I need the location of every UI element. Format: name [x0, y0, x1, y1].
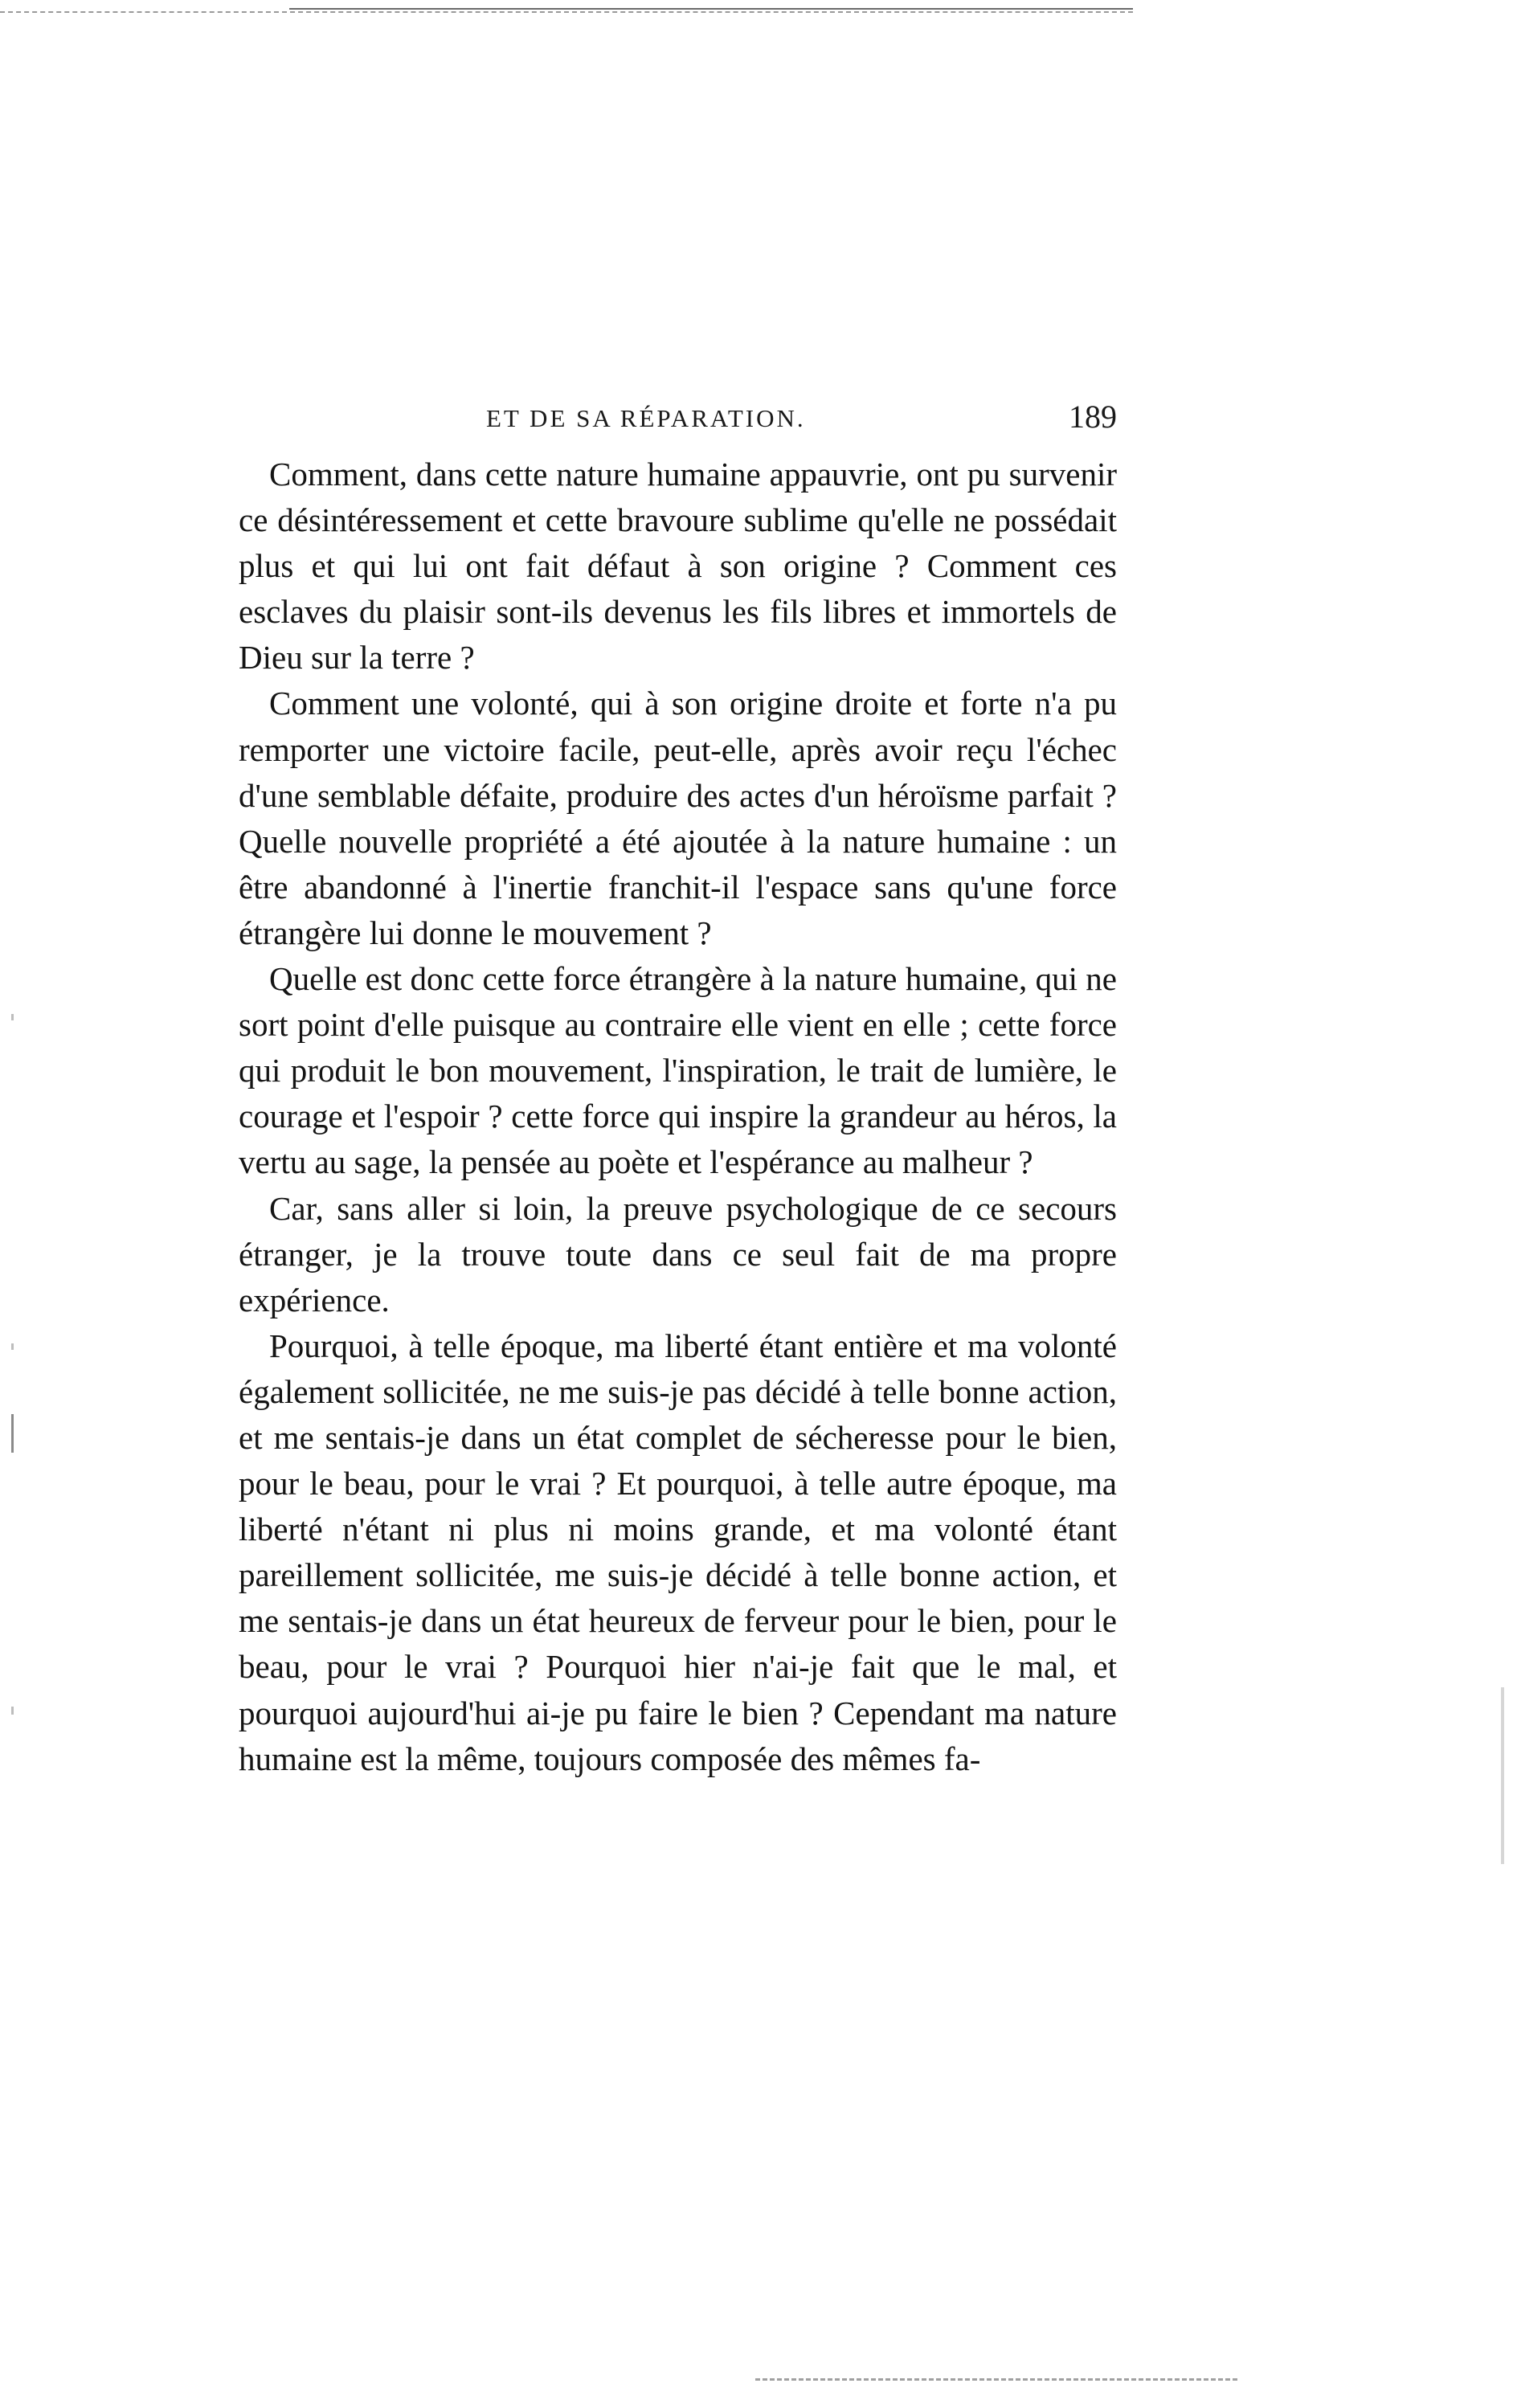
paragraph-4: Car, sans aller si loin, la preuve psychologique de ce secours étranger, je la trouve toute dans ce seul fait de ma propre expérience.: [239, 1189, 1117, 1318]
scan-margin-mark: [11, 1707, 14, 1715]
paragraph-3: Quelle est donc cette force étrangère à la nature humaine, qui ne sort point d'elle puisque au contraire elle vient en elle ; cette force qui produit le bon mouvement, l'inspiration, le trait de lumière, le courage et l'espoir ? cette force qui inspire la grandeur au héros, la vertu au sage, la pensée au poète et l'espérance au malheur ?: [239, 960, 1117, 1181]
scan-bottom-dashed-rule: [755, 2378, 1237, 2381]
scan-margin-mark: [11, 1014, 14, 1020]
paragraph-1: Comment, dans cette nature humaine appauvrie, ont pu survenir ce désintéressement et cette bravoure sublime qu'elle ne possédait plus et qui lui ont fait défaut à son origine ? Comment ces esclaves du plaisir sont-ils devenus les fils libres et immortels de Dieu sur la terre ?: [239, 456, 1117, 677]
page-number: 189: [1069, 399, 1117, 435]
scan-margin-mark: [11, 1414, 14, 1453]
scan-margin-mark: [11, 1343, 14, 1350]
scan-top-rule: [289, 8, 1133, 10]
scan-edge-shadow: [1501, 1687, 1504, 1864]
scan-top-dashed-rule: [0, 11, 1133, 13]
body-text: [239, 452, 1117, 1782]
running-head: ET DE SA RÉPARATION.: [486, 404, 806, 432]
paragraph-5: Pourquoi, à telle époque, ma liberté étant entière et ma volonté également sollicitée, ne me suis-je pas décidé à telle bonne action, et me sentais-je dans un état complet de sécheresse pour le bien, pour le beau, pour le vrai ? Et pourquoi, à telle autre époque, ma liberté n'étant ni plus ni moins grande, et ma volonté étant pareillement sollicitée, me suis-je décidé à telle bonne action, et me sentais-je dans un état heureux de ferveur pour le bien, pour le beau, pour le vrai ? Pourquoi hier n'ai-je fait que le mal, et pourquoi aujourd'hui ai-je pu faire le bien ? Cependant ma nature humaine est la même, toujours composée des mêmes fa-: [239, 1327, 1117, 1777]
paragraph-2: Comment une volonté, qui à son origine droite et forte n'a pu remporter une victoire facile, peut-elle, après avoir reçu l'échec d'une semblable défaite, produire des actes d'un héroïsme parfait ? Quelle nouvelle propriété a été ajoutée à la nature humaine : un être abandonné à l'inertie franchit-il l'espace sans qu'une force étrangère lui donne le mouvement ?: [239, 685, 1117, 951]
page-header: [486, 398, 1117, 446]
